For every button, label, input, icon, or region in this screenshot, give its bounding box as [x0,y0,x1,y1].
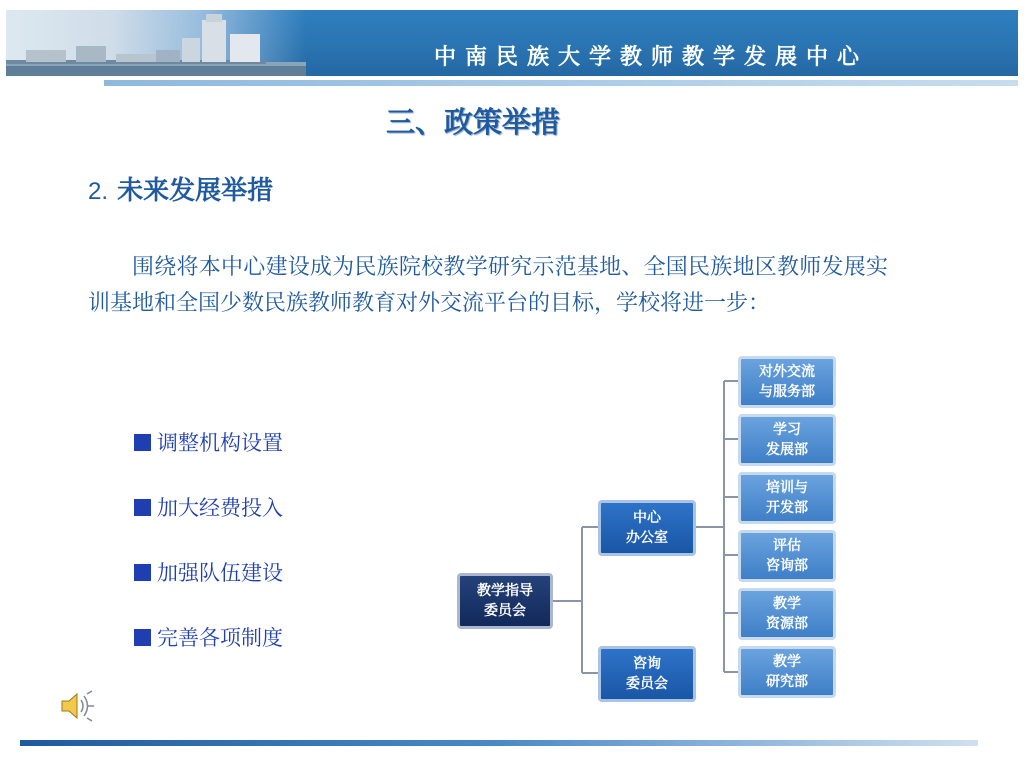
measure-label: 加强队伍建设 [157,561,283,585]
org-node-department: 教学 资源部 [738,588,836,640]
measure-label: 完善各项制度 [157,626,283,650]
org-node-office: 中心 办公室 [598,500,696,556]
org-node-department: 学习 发展部 [738,414,836,466]
speaker-icon[interactable] [60,690,96,726]
org-node-department: 对外交流 与服务部 [738,356,836,408]
measure-label: 加大经费投入 [157,496,283,520]
org-node-department: 培训与 开发部 [738,472,836,524]
footer-divider [20,740,978,746]
org-node-root: 教学指导 委员会 [457,573,553,629]
sub-heading-text: 未来发展举措 [117,176,274,206]
intro-paragraph: 围绕将本中心建设成为民族院校教学研究示范基地、全国民族地区教师发展实训基地和全国少数民族教师教育对外交流平台的目标，学校将进一步： [88,255,888,316]
banner-title: 中南民族大学教师教学发展中心 [433,45,868,70]
org-node-advisory: 咨询 委员会 [598,646,696,702]
org-node-department: 评估 咨询部 [738,530,836,582]
section-title: 三、政策举措 [385,105,560,139]
sub-heading-number: 2. [88,178,109,205]
org-node-department: 教学 研究部 [738,646,836,698]
measure-label: 调整机构设置 [157,431,283,455]
